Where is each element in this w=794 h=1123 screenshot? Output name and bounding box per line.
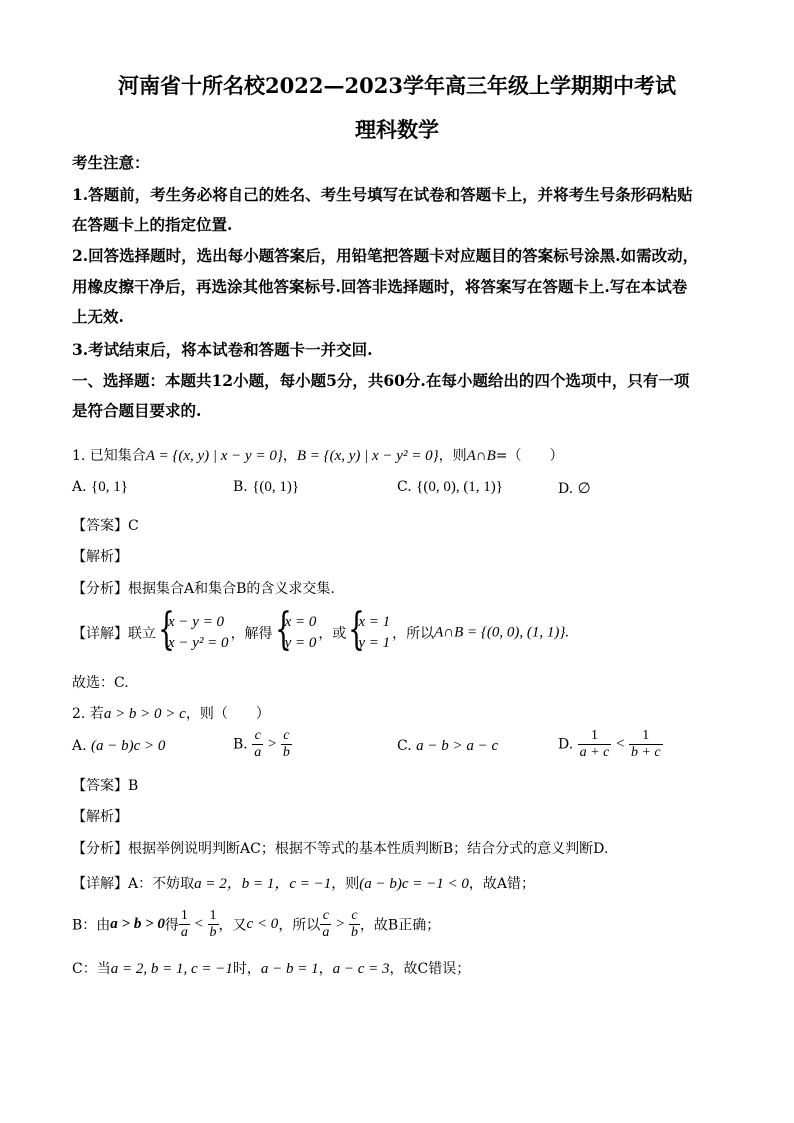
question-1-ask-prefix: ，则 bbox=[438, 448, 467, 464]
question-1-option-d bbox=[558, 479, 591, 498]
question-1-option-c bbox=[397, 479, 503, 496]
section-heading-line-1: 一、选择题：本题共12小题，每小题5分，共60分.在每小题给出的四个选项中，只有一项 bbox=[72, 371, 690, 390]
question-1-set-a: A = {(x, y) | x − y = 0} bbox=[145, 448, 283, 464]
question-1-choose: 故选：C. bbox=[72, 675, 129, 691]
detail-prefix: B：由 bbox=[72, 917, 111, 934]
fraction: $\frac{c}{a}$ bbox=[322, 908, 330, 940]
question-2-detail-a bbox=[72, 872, 535, 893]
question-2-stem bbox=[72, 703, 270, 723]
question-1-prefix: 1. 已知集合 bbox=[72, 448, 146, 464]
option-value: {(0, 0), (1, 1)} bbox=[416, 479, 504, 495]
system-row: x − y² = 0 bbox=[168, 635, 229, 651]
equation-system-1: { x − y = 0 x − y² = 0 bbox=[158, 604, 229, 655]
question-2-option-d: D. $\frac{1}{a + c}$ < $\frac{1}{b + c}$ bbox=[558, 728, 661, 760]
system-row: x = 0 bbox=[284, 614, 317, 630]
detail-word: ，所以 bbox=[278, 917, 321, 934]
detail-word: ，解得 bbox=[230, 626, 273, 642]
question-1-ask-expr: A∩B bbox=[466, 448, 496, 464]
option-letter: B. bbox=[233, 736, 248, 753]
detail-word: ，故C错误； bbox=[389, 961, 471, 977]
question-1-ask-suffix: =（ ） bbox=[495, 448, 564, 464]
detail-expression: a − c = 3 bbox=[332, 961, 390, 977]
system-row: y = 0 bbox=[284, 635, 317, 651]
equation-system-2: { x = 0 y = 0 bbox=[274, 604, 317, 655]
notice-item-2-line-2: 用橡皮擦干净后，再选涂其他答案标号.回答非选择题时，将答案写在答题卡上.写在本试卷 bbox=[72, 277, 688, 296]
question-2-detail-c bbox=[72, 958, 470, 978]
fraction: $\frac{c}{b}$ bbox=[350, 908, 358, 940]
detail-word: ，所以 bbox=[392, 626, 435, 642]
fraction: $\frac{c}{a}$ bbox=[254, 728, 262, 760]
detail-word: 时， bbox=[232, 961, 261, 977]
question-1-analysis-tag: 【解析】 bbox=[72, 549, 128, 565]
question-2-answer: 【答案】B bbox=[72, 778, 139, 794]
detail-condition: a > b > 0 bbox=[110, 916, 165, 932]
detail-word: ， bbox=[318, 961, 333, 977]
question-2-fenxi: 【分析】根据举例说明判断AC；根据不等式的基本性质判断B；结合分式的意义判断D. bbox=[72, 841, 609, 857]
detail-result: A∩B = {(0, 0), (1, 1)}. bbox=[434, 624, 570, 641]
question-2-condition: a > b > 0 > c bbox=[103, 706, 186, 722]
notice-item-1-line-1: 1.答题前，考生务必将自己的姓名、考生号填写在试卷和答题卡上，并将考生号条形码粘贴 bbox=[72, 185, 693, 204]
option-letter: B. bbox=[233, 479, 248, 495]
question-1-fenxi: 【分析】根据集合A和集合B的含义求交集. bbox=[72, 581, 335, 597]
document-subtitle: 理科数学 bbox=[355, 117, 439, 142]
detail-prefix: 【详解】A：不妨取 bbox=[72, 876, 195, 892]
fraction: $\frac{1}{b + c}$ bbox=[630, 728, 661, 760]
option-value: ∅ bbox=[577, 481, 591, 497]
detail-word: ，又 bbox=[218, 917, 247, 934]
document-title: 河南省十所名校2022—2023学年高三年级上学期期中考试 bbox=[118, 73, 676, 98]
question-2-suffix: ，则（ ） bbox=[185, 706, 270, 722]
fraction: $\frac{1}{a + c}$ bbox=[579, 728, 610, 760]
notice-heading: 考生注意： bbox=[72, 153, 150, 172]
detail-expression: (a − b)c = −1 < 0 bbox=[359, 876, 469, 892]
section-heading-line-2: 是符合题目要求的. bbox=[72, 401, 202, 420]
question-1-stem bbox=[72, 445, 564, 465]
system-row: x − y = 0 bbox=[168, 614, 225, 630]
option-value: {(0, 1)} bbox=[252, 479, 300, 495]
question-2-option-a bbox=[72, 738, 165, 755]
option-value: a − b > a − c bbox=[416, 738, 499, 754]
option-value: (a − b)c > 0 bbox=[91, 738, 166, 754]
question-1-set-b: B = {(x, y) | x − y² = 0} bbox=[296, 448, 439, 464]
option-letter: C. bbox=[397, 479, 412, 495]
question-1-option-a bbox=[72, 479, 128, 496]
equation-system-3: { x = 1 y = 1 bbox=[348, 604, 391, 655]
question-1-option-b bbox=[233, 479, 299, 496]
detail-prefix: C：当 bbox=[72, 961, 111, 977]
detail-word: 得 bbox=[164, 917, 179, 934]
question-2-detail-b: B：由a > b > 0得 $\frac{1}{a}$ < $\frac{1}{b}$ ，又c < 0，所以 $\frac{c}{a}$ > $\frac{c}{b}$ ，故B正确； bbox=[72, 908, 441, 940]
question-2-option-b: B. $\frac{c}{a}$ > $\frac{c}{b}$ bbox=[233, 728, 290, 760]
question-2-analysis-tag: 【解析】 bbox=[72, 809, 128, 825]
notice-item-3: 3.考试结束后，将本试卷和答题卡一并交回. bbox=[72, 340, 373, 359]
detail-word: ，故B正确； bbox=[359, 917, 441, 934]
detail-values: a = 2，b = 1，c = −1 bbox=[194, 876, 332, 892]
option-value: {0, 1} bbox=[91, 479, 128, 495]
detail-word: ，故A错； bbox=[468, 876, 536, 892]
detail-prefix: 【详解】联立 bbox=[72, 626, 156, 642]
detail-condition: c < 0 bbox=[246, 916, 279, 932]
question-2-prefix: 2. 若 bbox=[72, 706, 104, 722]
question-1-detail bbox=[72, 604, 570, 655]
system-row: x = 1 bbox=[358, 614, 391, 630]
notice-item-2-line-1: 2.回答选择题时，选出每小题答案后，用铅笔把答题卡对应题目的答案标号涂黑.如需改动， bbox=[72, 246, 699, 265]
option-letter: C. bbox=[397, 738, 412, 754]
option-letter: A. bbox=[72, 738, 87, 754]
detail-values: a = 2, b = 1, c = −1 bbox=[110, 961, 233, 977]
notice-item-1-line-2: 在答题卡上的指定位置. bbox=[72, 215, 233, 234]
system-row: y = 1 bbox=[358, 635, 391, 651]
question-1-answer: 【答案】C bbox=[72, 518, 139, 534]
option-letter: A. bbox=[72, 479, 87, 495]
option-letter: D. bbox=[558, 481, 574, 497]
detail-expression: a − b = 1 bbox=[260, 961, 319, 977]
question-1-comma: ， bbox=[282, 448, 297, 464]
option-letter: D. bbox=[558, 736, 574, 753]
fraction: $\frac{1}{b}$ bbox=[209, 908, 217, 940]
notice-item-2-line-3: 上无效. bbox=[72, 307, 124, 326]
question-2-option-c bbox=[397, 738, 498, 755]
detail-word: ，则 bbox=[331, 876, 360, 892]
fraction: $\frac{1}{a}$ bbox=[180, 908, 188, 940]
fraction: $\frac{c}{b}$ bbox=[282, 728, 290, 760]
detail-word: ，或 bbox=[318, 626, 347, 642]
